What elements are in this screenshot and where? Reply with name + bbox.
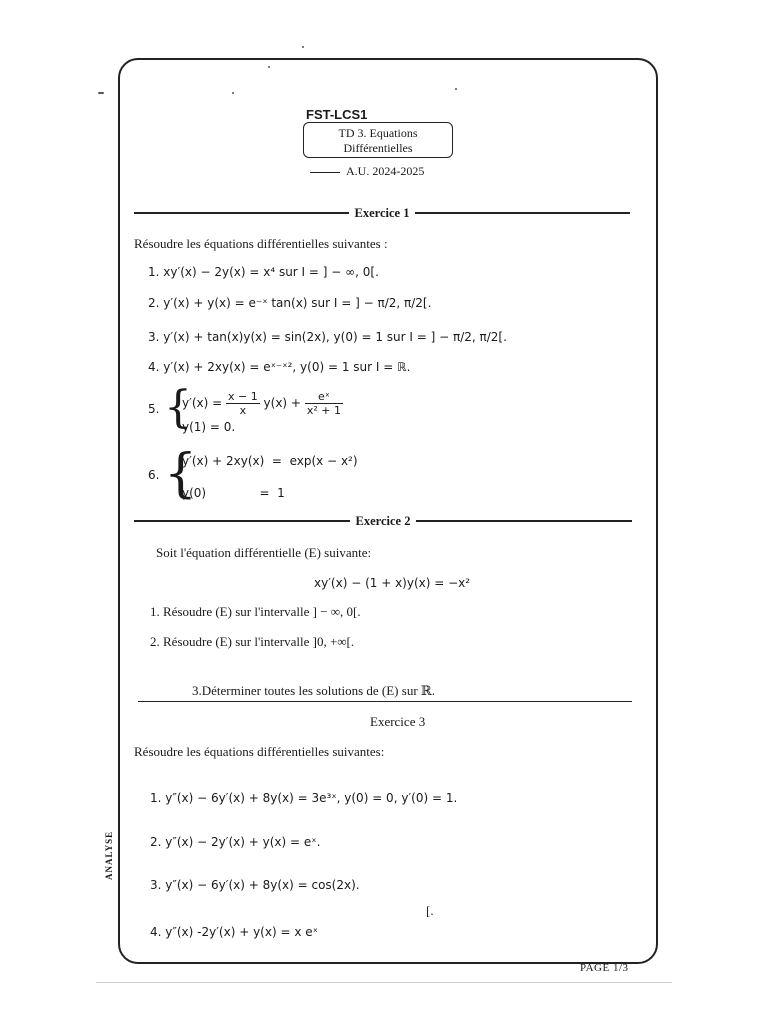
year-text: A.U. 2024-2025: [346, 164, 425, 178]
exercise-1-item-5-num: 5.: [148, 402, 160, 416]
scan-speck: [302, 46, 304, 48]
fraction: $\frac{\text{eˣ}}{\text{x² + 1}}$: [306, 390, 341, 417]
exercise-2-header: [134, 513, 632, 529]
title-box: [303, 122, 453, 158]
side-label: ANALYSE: [104, 830, 114, 880]
exercise-1-item-6-num: 6.: [148, 468, 160, 482]
exercise-3-title: Exercice 3: [370, 714, 426, 729]
scan-speck: [268, 66, 270, 68]
page-frame: [118, 58, 658, 964]
exercise-3-item-2: 2. y″(x) − 2y′(x) + y(x) = eˣ.: [150, 835, 321, 849]
system-brace: {: [164, 444, 198, 504]
exercise-2-intro: Soit l'équation différentielle (E) suivante:: [156, 545, 372, 560]
exercise-2-title: Exercice 2: [355, 513, 411, 528]
title-line-1: TD 3. Equations: [338, 126, 418, 140]
scan-speck: [455, 88, 457, 90]
fraction: $\frac{x - 1}{x}$: [228, 390, 258, 417]
exercise-1-item-3: 3. y′(x) + tan(x)y(x) = sin(2x), y(0) = 1 sur I = ] − π/2, π/2[.: [148, 330, 507, 344]
exercise-2-item-1: 1. Résoudre (E) sur l'intervalle ] − ∞, 0[.: [150, 604, 361, 619]
header-org: FST-LCS1: [306, 107, 368, 122]
exercise-1-item-5-line-1: y′(x) = $\frac{x - 1}{x}$ y(x) + $\frac{\text{eˣ}}{\text{x² + 1}}$: [182, 390, 341, 417]
year-dash: [310, 172, 340, 173]
scan-speck: [98, 92, 104, 94]
exercise-3-intro: Résoudre les équations différentielles suivantes:: [134, 744, 385, 759]
stray-mark: [.: [426, 903, 434, 918]
exercise-2-item-2: 2. Résoudre (E) sur l'intervalle ]0, +∞[.: [150, 634, 355, 649]
bottom-rule: [96, 982, 672, 983]
exercise-3-item-1: 1. y″(x) − 6y′(x) + 8y(x) = 3e³ˣ, y(0) = 0, y′(0) = 1.: [150, 791, 458, 805]
exercise-1-title: Exercice 1: [354, 205, 410, 220]
exercise-1-item-1: 1. xy′(x) − 2y(x) = x⁴ sur I = ] − ∞, 0[.: [148, 265, 379, 279]
exercise-1-item-5-line-2: y(1) = 0.: [182, 420, 236, 434]
title-line-2: Différentielles: [343, 141, 413, 155]
section-divider: [138, 701, 632, 702]
page-number: PAGE 1/3: [580, 962, 629, 974]
exercise-1-item-6-line-2: y(0) = 1: [182, 486, 285, 500]
scan-speck: [232, 92, 234, 94]
exercise-1-item-4: 4. y′(x) + 2xy(x) = eˣ⁻ˣ², y(0) = 1 sur I = ℝ.: [148, 360, 411, 374]
exercise-1-header: [134, 205, 630, 221]
exercise-1-item-2: 2. y′(x) + y(x) = e⁻ˣ tan(x) sur I = ] − π/2, π/2[.: [148, 296, 432, 310]
exercise-2-equation: xy′(x) − (1 + x)y(x) = −x²: [314, 576, 471, 590]
system-brace: {: [164, 382, 192, 433]
exercise-1-item-6-line-1: y′(x) + 2xy(x) = exp(x − x²): [182, 454, 358, 468]
exercise-3-item-3: 3. y″(x) − 6y′(x) + 8y(x) = cos(2x).: [150, 878, 360, 892]
exercise-3-item-4: 4. y″(x) -2y′(x) + y(x) = x eˣ: [150, 925, 318, 939]
exercise-2-item-3: 3.Déterminer toutes les solutions de (E) sur ℝ.: [192, 683, 435, 698]
exercise-1-intro: Résoudre les équations différentielles suivantes :: [134, 236, 388, 251]
academic-year: [310, 164, 460, 179]
